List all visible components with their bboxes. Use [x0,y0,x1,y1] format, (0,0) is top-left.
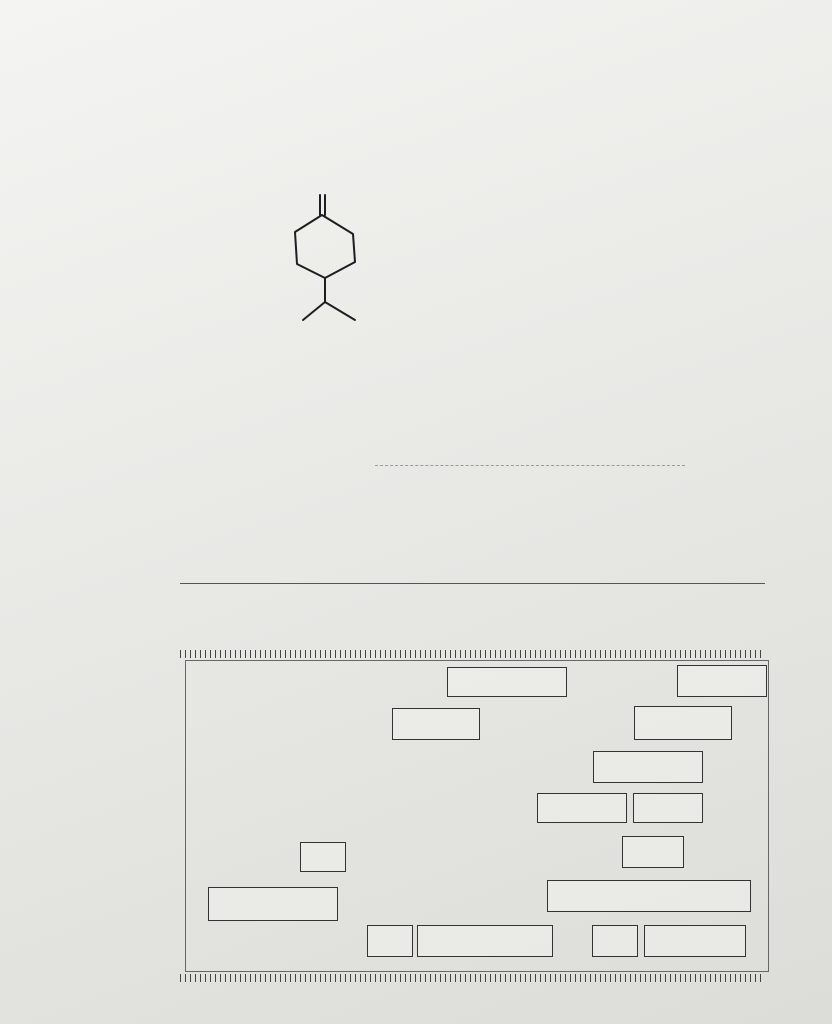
amides-formula [417,925,553,957]
ethers-formula [537,793,627,823]
amines-label [592,925,638,957]
pencil-line [375,465,685,467]
alkanes-formula [677,665,767,697]
bottom-ruler [180,974,765,982]
allylic-formula [634,706,732,740]
table-top-rule [180,583,765,584]
top-ruler [180,650,765,658]
alkenes-formula [447,667,567,697]
aldehydes-formula [300,842,346,872]
amides-label [367,925,413,957]
alkynes-formula [633,793,703,823]
carbonyl-formula [622,836,684,868]
halides-formula [593,751,703,783]
acids-formula [208,887,338,921]
alcohols-formula [547,880,751,912]
molecule-structure [285,190,375,330]
aromatic-formula [392,708,480,740]
amines-formula [644,925,746,957]
